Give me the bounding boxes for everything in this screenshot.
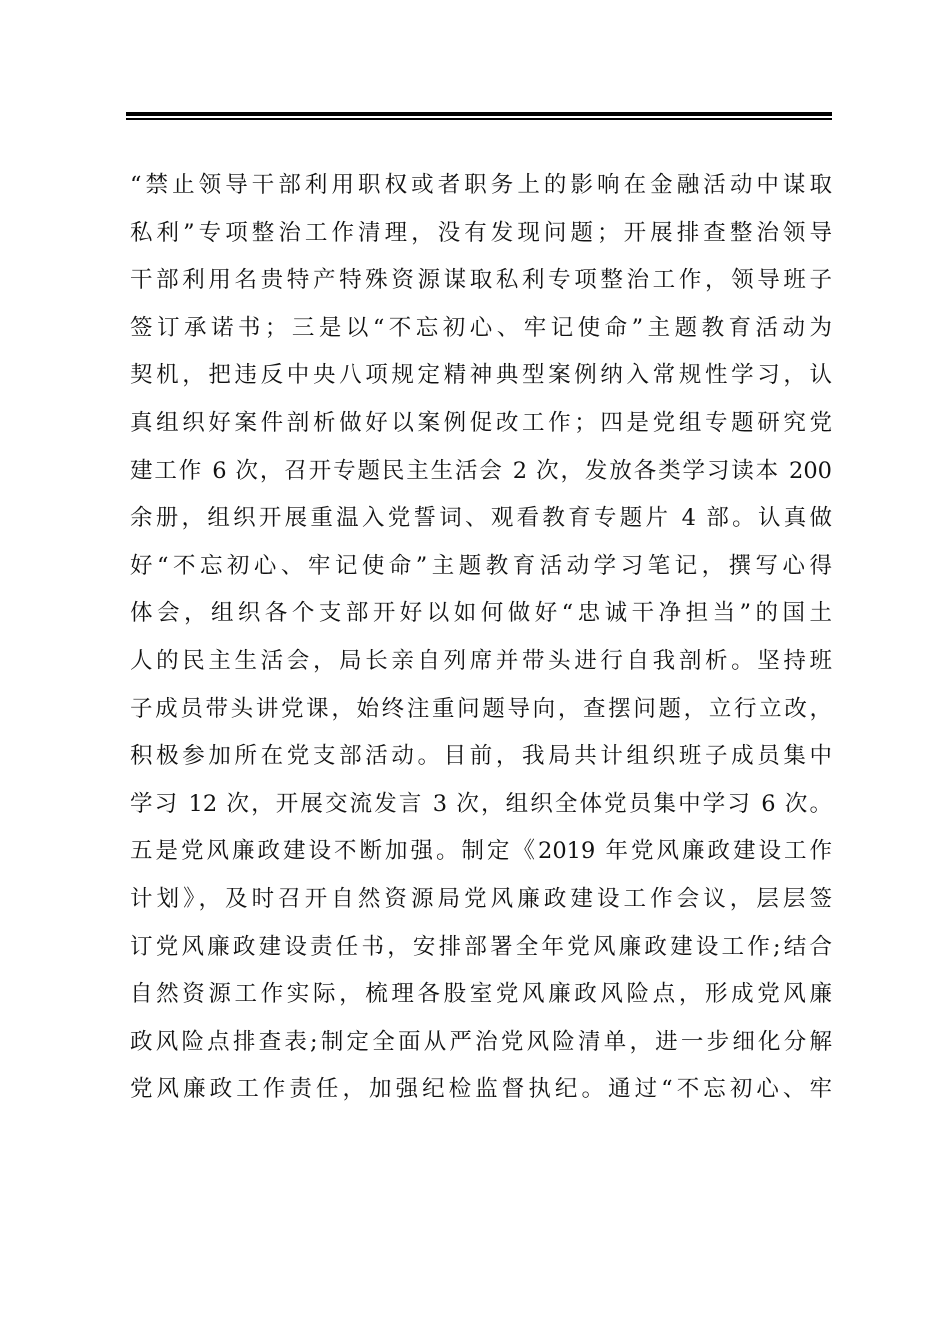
text-line: 好“不忘初心、牢记使命”主题教育活动学习笔记，撰写心得 — [130, 552, 832, 579]
text-line: 签订承诺书；三是以“不忘初心、牢记使命”主题教育活动为 — [130, 314, 832, 341]
text-line: “禁止领导干部利用职权或者职务上的影响在金融活动中谋取 — [130, 172, 832, 198]
text-line: 人的民主生活会，局长亲自列席并带头进行自我剖析。坚持班 — [130, 647, 832, 674]
text-line: 党风廉政工作责任，加强纪检监督执纪。通过“不忘初心、牢 — [130, 1076, 832, 1103]
text-line: 自然资源工作实际，梳理各股室党风廉政风险点，形成党风廉 — [130, 981, 832, 1008]
text-line: 计划》，及时召开自然资源局党风廉政建设工作会议，层层签 — [130, 885, 832, 912]
body-paragraph — [130, 162, 832, 1114]
text-line: 私利”专项整治工作清理，没有发现问题；开展排查整治领导 — [130, 219, 832, 246]
text-line: 积极参加所在党支部活动。目前，我局共计组织班子成员集中 — [130, 743, 832, 770]
header-rule-thin-line — [126, 118, 832, 120]
text-line: 学习 12 次，开展交流发言 3 次，组织全体党员集中学习 6 次。 — [130, 790, 832, 817]
text-line: 真组织好案件剖析做好以案例促改工作；四是党组专题研究党 — [130, 409, 832, 436]
header-double-rule — [126, 112, 832, 120]
text-line: 五是党风廉政建设不断加强。制定《2019 年党风廉政建设工作 — [130, 838, 832, 865]
text-line: 契机，把违反中央八项规定精神典型案例纳入常规性学习，认 — [130, 362, 832, 389]
text-line: 余册，组织开展重温入党誓词、观看教育专题片 4 部。认真做 — [130, 505, 832, 532]
text-line: 建工作 6 次，召开专题民主生活会 2 次，发放各类学习读本 200 — [130, 457, 832, 484]
text-line: 政风险点排查表;制定全面从严治党风险清单，进一步细化分解 — [130, 1028, 832, 1055]
text-line: 干部利用名贵特产特殊资源谋取私利专项整治工作，领导班子 — [130, 267, 832, 294]
text-line: 子成员带头讲党课，始终注重问题导向，查摆问题，立行立改， — [130, 695, 832, 722]
text-line: 体会，组织各个支部开好以如何做好“忠诚干净担当”的国土 — [130, 600, 832, 627]
header-rule-thick-line — [126, 112, 832, 116]
text-line: 订党风廉政建设责任书，安排部署全年党风廉政建设工作;结合 — [130, 933, 832, 960]
